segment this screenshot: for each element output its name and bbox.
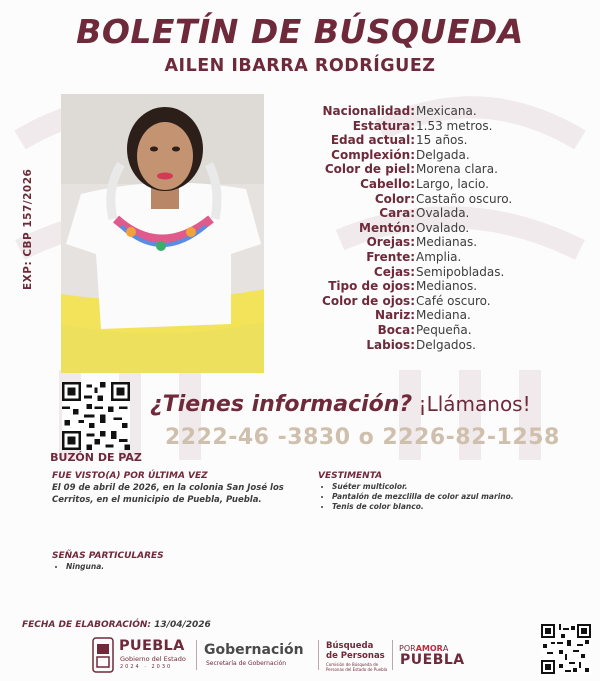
detail-row: [270, 119, 600, 134]
info-question: ¿Tienes información?: [150, 392, 413, 417]
detail-label: Cara:: [379, 206, 415, 221]
date-value: 13/04/2026: [151, 620, 211, 630]
creation-date: [22, 620, 211, 630]
detail-row: [270, 235, 600, 250]
physical-description-list: [270, 104, 600, 352]
puebla-logo-subtitle: Gobierno del Estado: [120, 655, 186, 663]
detail-label: Complexión:: [331, 147, 415, 162]
date-label: FECHA DE ELABORACIÓN:: [22, 620, 151, 630]
detail-row: [270, 104, 600, 119]
busqueda-logo-text: [326, 641, 385, 661]
list-item: • Tenis de color blanco.: [332, 502, 588, 512]
detail-label: Color de ojos:: [322, 293, 415, 308]
footer-qr-code[interactable]: [541, 624, 591, 674]
detail-row: [270, 133, 600, 148]
footer-divider: [318, 640, 319, 670]
list-item: • Suéter multicolor.: [332, 482, 588, 492]
detail-row: [270, 338, 600, 353]
por-text: POR: [399, 644, 416, 653]
busqueda-line-2: de Personas: [326, 651, 385, 661]
info-request: [150, 392, 531, 417]
footer-divider: [392, 640, 393, 670]
bulletin-title: BOLETÍN DE BÚSQUEDA: [76, 12, 524, 51]
detail-label: Nacionalidad:: [322, 104, 415, 118]
detail-row: [270, 294, 600, 309]
detail-row: [270, 279, 600, 294]
missing-person-photo: [61, 94, 264, 373]
list-item: • Pantalón de mezclilla de color azul marino.: [332, 492, 588, 502]
detail-label: Edad actual:: [330, 133, 415, 148]
last-seen-heading: FUE VISTO(A) POR ÚLTIMA VEZ: [52, 471, 208, 481]
detail-label: Cejas:: [373, 264, 415, 279]
missing-person-name: AILEN IBARRA RODRÍGUEZ: [164, 56, 436, 76]
detail-value: Ovalada.: [416, 206, 470, 221]
detail-label: Tipo de ojos:: [328, 279, 415, 294]
detail-label: Orejas:: [366, 235, 415, 250]
clothing-heading: VESTIMENTA: [318, 471, 383, 481]
detail-row: [270, 250, 600, 265]
detail-label: Cabello:: [360, 176, 415, 191]
detail-row: [270, 177, 600, 192]
detail-row: [270, 308, 600, 323]
busqueda-subtitle: Comisión de Búsqueda de Personas del Estado de Puebla: [326, 662, 388, 672]
detail-label: Boca:: [377, 322, 415, 337]
detail-value: Morena clara.: [416, 162, 498, 177]
call-us-text: ¡Llámanos!: [412, 392, 531, 416]
detail-row: [270, 206, 600, 221]
buzon-de-paz-label: BUZÓN DE PAZ: [50, 451, 142, 464]
detail-value: Ovalado.: [416, 220, 470, 235]
detail-row: [270, 265, 600, 280]
detail-value: Delgada.: [416, 147, 470, 162]
detail-label: Labios:: [366, 337, 415, 352]
detail-value: 15 años.: [416, 133, 468, 148]
detail-value: Largo, lacio.: [416, 176, 489, 191]
marks-list: [52, 562, 252, 572]
case-file-number: EXP: CBP 157/2026: [22, 168, 34, 290]
buzon-qr-code[interactable]: [62, 382, 130, 450]
detail-value: 1.53 metros.: [416, 118, 493, 133]
detail-row: [270, 162, 600, 177]
clothing-list: [318, 482, 588, 512]
detail-value: Medianos.: [416, 279, 478, 294]
detail-row: [270, 221, 600, 236]
detail-value: Semipobladas.: [416, 264, 505, 279]
contact-phones[interactable]: 2222-46 -3830 o 2226-82-1258: [165, 425, 560, 450]
detail-value: Delgados.: [416, 337, 476, 352]
detail-label: Frente:: [366, 249, 415, 264]
puebla-logo-text: PUEBLA: [119, 638, 185, 654]
detail-value: Mediana.: [416, 308, 471, 323]
detail-label: Mentón:: [359, 220, 415, 235]
detail-label: Nariz:: [375, 308, 415, 323]
a-text: A: [442, 644, 449, 653]
detail-value: Mexicana.: [416, 104, 477, 118]
clothing-section: [318, 471, 588, 512]
list-item: • Ninguna.: [66, 562, 252, 572]
detail-row: [270, 148, 600, 163]
state-seal-icon: [92, 636, 114, 674]
detail-row: [270, 192, 600, 207]
detail-label: Color de piel:: [324, 162, 415, 177]
last-seen-section: [52, 471, 307, 506]
footer-divider: [196, 640, 197, 670]
gobernacion-subtitle: Secretaría de Gobernación: [206, 660, 287, 667]
footer-logos: [92, 636, 472, 678]
detail-value: Amplia.: [416, 249, 462, 264]
distinguishing-marks-section: [52, 551, 252, 572]
detail-row: [270, 323, 600, 338]
gobernacion-logo-text: Gobernación: [204, 642, 304, 658]
detail-value: Castaño oscuro.: [416, 191, 513, 206]
detail-value: Pequeña.: [416, 322, 472, 337]
amor-text: AMOR: [415, 644, 443, 653]
detail-value: Medianas.: [416, 235, 478, 250]
last-seen-text: El 09 de abril de 2026, en la colonia San José los Cerritos, en el municipio de Puebla, Puebla.: [52, 483, 284, 505]
marks-heading: SEÑAS PARTICULARES: [52, 551, 164, 561]
por-amor-puebla-logo: PUEBLA: [400, 652, 465, 668]
busqueda-line-1: Búsqueda: [326, 641, 374, 651]
detail-label: Estatura:: [352, 118, 415, 133]
detail-label: Color:: [374, 191, 415, 206]
puebla-logo-years: 2024 · 2030: [120, 664, 173, 670]
detail-value: Café oscuro.: [416, 293, 491, 308]
